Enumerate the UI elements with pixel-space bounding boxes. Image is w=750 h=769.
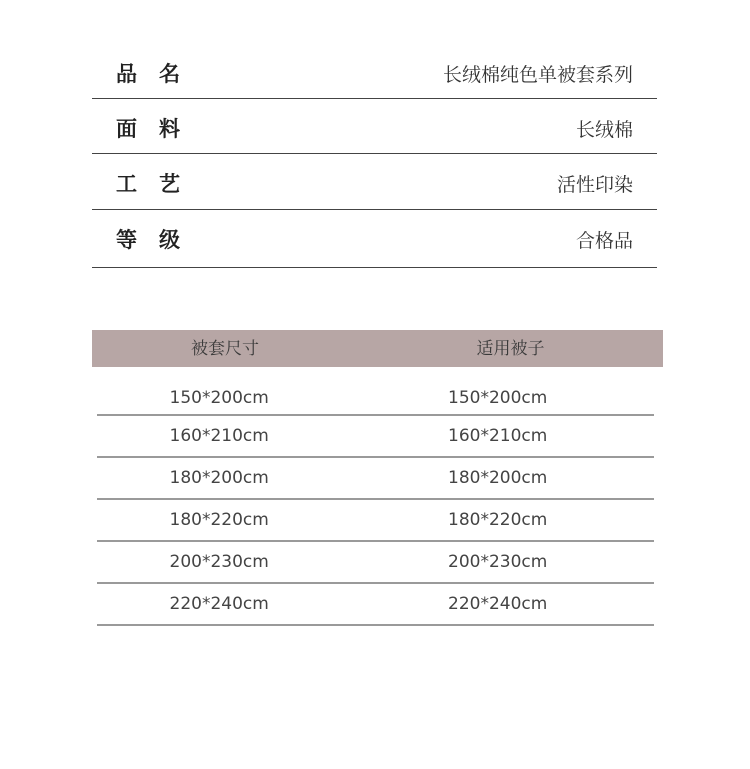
product-spec-table — [92, 44, 657, 268]
size-table-header — [92, 330, 663, 367]
table-row — [97, 542, 654, 584]
cell-fits-quilt: 180*200cm — [448, 468, 548, 488]
cell-cover-size: 220*240cm — [169, 594, 269, 614]
cell-fits-quilt: 160*210cm — [448, 426, 548, 446]
spec-row-fabric — [92, 99, 657, 154]
cell-cover-size: 180*220cm — [169, 510, 269, 530]
spec-label: 品名 — [116, 62, 202, 86]
cell-fits-quilt: 180*220cm — [448, 510, 548, 530]
cell-cover-size: 180*200cm — [169, 468, 269, 488]
spec-value: 合格品 — [575, 230, 633, 252]
cell-cover-size: 160*210cm — [169, 426, 269, 446]
size-table — [92, 330, 663, 626]
table-row — [97, 584, 654, 626]
spec-row-craft — [92, 154, 657, 210]
spec-row-grade — [92, 210, 657, 268]
spec-value: 长绒棉纯色单被套系列 — [442, 64, 633, 86]
spec-label: 工艺 — [116, 172, 202, 196]
spec-value: 长绒棉 — [575, 119, 633, 141]
table-row — [97, 458, 654, 500]
table-row — [97, 367, 654, 416]
cell-cover-size: 200*230cm — [169, 552, 269, 572]
cell-cover-size: 150*200cm — [169, 388, 269, 408]
cell-fits-quilt: 200*230cm — [448, 552, 548, 572]
header-cover-size: 被套尺寸 — [191, 339, 259, 359]
spec-label: 等级 — [116, 228, 202, 252]
table-row — [97, 416, 654, 458]
header-fits-quilt: 适用被子 — [476, 339, 545, 359]
table-row — [97, 500, 654, 542]
spec-value: 活性印染 — [556, 174, 633, 196]
spec-label: 面料 — [116, 117, 202, 141]
cell-fits-quilt: 220*240cm — [448, 594, 548, 614]
spec-row-name — [92, 44, 657, 99]
cell-fits-quilt: 150*200cm — [448, 388, 548, 408]
